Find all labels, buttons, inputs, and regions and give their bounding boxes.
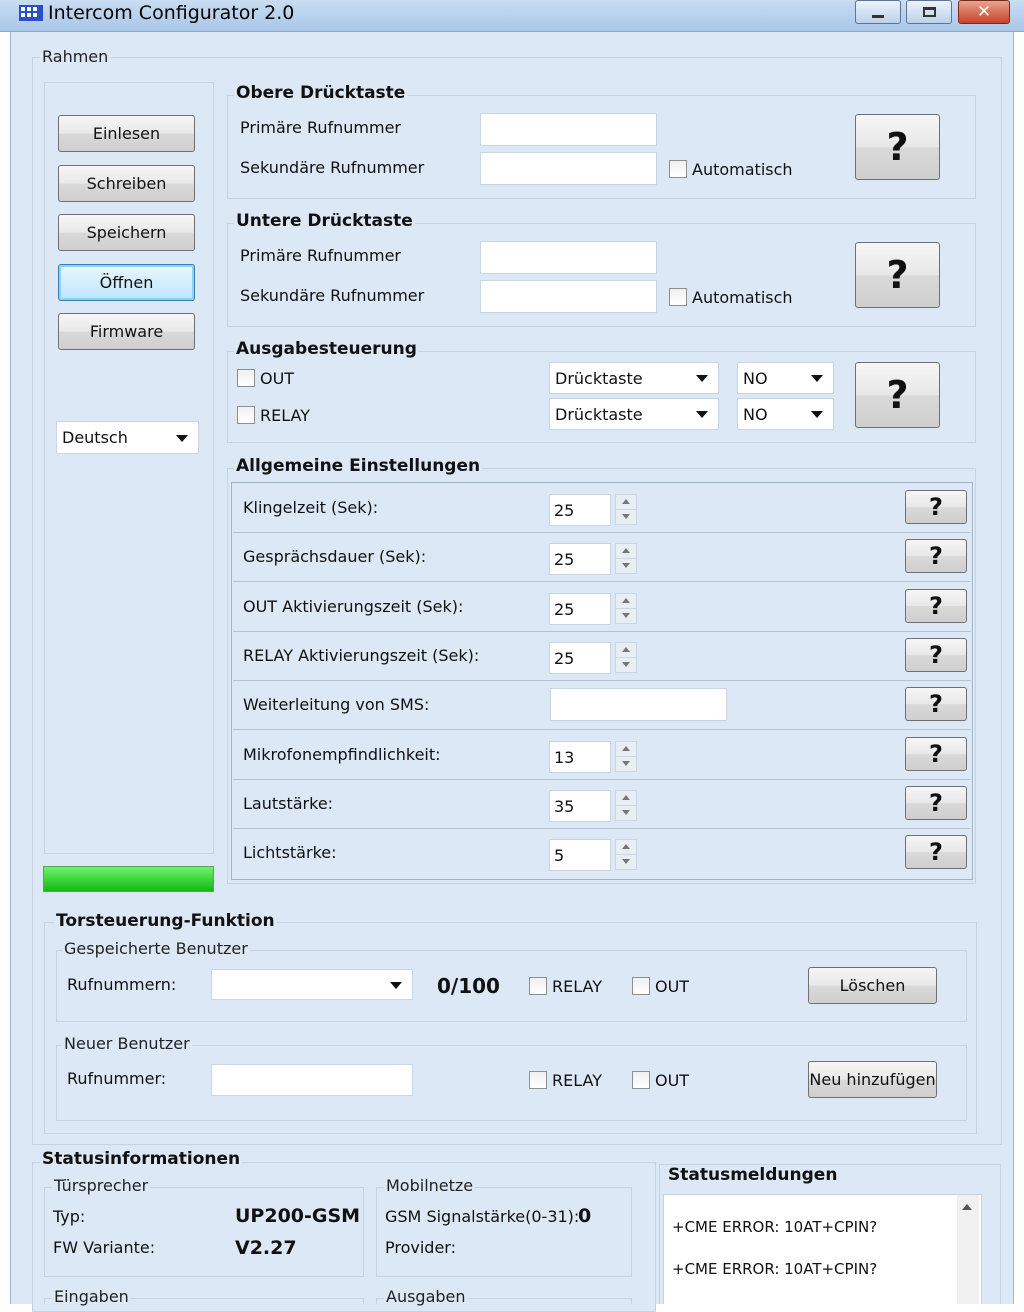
user-count: 0/100 [437,974,500,998]
spin-up-icon[interactable] [616,840,636,855]
new-relay-label: RELAY [552,1071,602,1090]
spin-down-icon[interactable] [616,658,636,673]
settings-label: Gesprächsdauer (Sek): [243,547,427,566]
fw-label: FW Variante: [53,1238,156,1257]
gate-title: Torsteuerung-Funktion [56,911,275,931]
type-label: Typ: [53,1207,86,1226]
spin-up-icon[interactable] [616,791,636,806]
frame-label: Rahmen [42,47,109,66]
sms-forward-input[interactable] [550,688,727,721]
settings-help-button[interactable]: ? [905,490,967,524]
progress-bar [43,866,214,892]
spin-buttons[interactable] [615,593,637,624]
lower-secondary-input[interactable] [480,280,657,313]
close-icon: ✕ [976,2,992,22]
chevron-down-icon [390,982,402,989]
chevron-down-icon [811,375,823,382]
chevron-down-icon [176,435,188,442]
output-help-button[interactable]: ? [855,362,940,428]
settings-help-button[interactable]: ? [905,589,967,623]
out-checkbox[interactable] [237,369,255,387]
settings-label: Klingelzeit (Sek): [243,498,379,517]
spin-buttons[interactable] [615,741,637,772]
out-mode-select[interactable] [549,362,719,394]
settings-row [233,780,971,829]
upper-button-title: Obere Drücktaste [236,83,406,103]
lower-button-title: Untere Drücktaste [236,211,413,231]
spin-buttons[interactable] [615,543,637,574]
relay-checkbox[interactable] [237,406,255,424]
settings-row [233,731,971,780]
relay-mode-select[interactable] [549,398,719,430]
upper-secondary-input[interactable] [480,152,657,185]
upper-primary-input[interactable] [480,113,657,146]
upper-secondary-label: Sekundäre Rufnummer [240,158,425,177]
title-bar[interactable] [0,0,1024,32]
spin-buttons[interactable] [615,494,637,525]
upper-primary-label: Primäre Rufnummer [240,118,401,137]
messages-list[interactable] [663,1194,982,1304]
new-number-label: Rufnummer: [67,1069,167,1088]
delete-button[interactable]: Löschen [808,967,937,1004]
settings-row [233,533,971,582]
settings-value-input[interactable]: 25 [549,543,611,575]
spin-down-icon[interactable] [616,559,636,574]
settings-help-button[interactable]: ? [905,835,967,869]
spin-down-icon[interactable] [616,855,636,870]
settings-help-button[interactable]: ? [905,737,967,771]
settings-row [233,681,971,730]
settings-row [233,583,971,632]
signal-label: GSM Signalstärke(0-31): [385,1207,580,1226]
lower-primary-input[interactable] [480,241,657,274]
saved-users-label: Gespeicherte Benutzer [64,939,248,958]
settings-row [233,632,971,681]
numbers-label: Rufnummern: [67,975,177,994]
firmware-button[interactable]: Firmware [58,313,195,350]
upper-auto-checkbox[interactable] [669,160,687,178]
settings-label: Lichtstärke: [243,843,337,862]
maximize-button[interactable] [906,0,952,24]
minimize-icon [872,15,884,18]
write-button[interactable]: Schreiben [58,165,195,202]
minimize-button[interactable] [855,0,901,24]
saved-relay-checkbox[interactable] [529,977,547,995]
settings-help-button[interactable]: ? [905,638,967,672]
spin-up-icon[interactable] [616,643,636,658]
lower-help-button[interactable]: ? [855,242,940,308]
messages-scrollbar[interactable] [957,1195,979,1304]
relay-contact-select[interactable] [737,398,834,430]
new-number-input[interactable] [211,1064,413,1096]
message-line: +CME ERROR: 10AT+CPIN? [672,1260,878,1278]
settings-row [233,484,971,533]
upper-help-button[interactable]: ? [855,114,940,180]
outputs-label: Ausgaben [386,1287,466,1306]
spin-up-icon[interactable] [616,495,636,510]
relay-contact-value: NO [743,404,768,424]
settings-value-input[interactable]: 25 [549,494,611,526]
lower-secondary-label: Sekundäre Rufnummer [240,286,425,305]
saved-relay-label: RELAY [552,977,602,996]
provider-label: Provider: [385,1238,456,1257]
spin-up-icon[interactable] [616,594,636,609]
chevron-down-icon [811,411,823,418]
new-out-label: OUT [655,1071,690,1090]
settings-value-input[interactable]: 25 [549,593,611,625]
scroll-up-icon[interactable] [962,1204,972,1210]
lower-auto-checkbox[interactable] [669,288,687,306]
lower-auto-label: Automatisch [692,288,793,307]
settings-value-input[interactable]: 5 [549,839,611,871]
settings-help-button[interactable]: ? [905,539,967,573]
settings-label: Mikrofonempfindlichkeit: [243,745,441,764]
relay-mode-value: Drücktaste [555,404,643,424]
out-contact-select[interactable] [737,362,834,394]
spin-buttons[interactable] [615,642,637,673]
open-button[interactable]: Öffnen [58,264,195,301]
upper-auto-label: Automatisch [692,160,793,179]
out-mode-value: Drücktaste [555,368,643,388]
window-title: Intercom Configurator 2.0 [48,2,295,24]
settings-help-button[interactable]: ? [905,786,967,820]
spin-down-icon[interactable] [616,757,636,772]
app-icon [18,3,44,23]
new-out-checkbox[interactable] [632,1071,650,1089]
spin-down-icon[interactable] [616,806,636,821]
settings-label: Lautstärke: [243,794,334,813]
inputs-label: Eingaben [54,1287,129,1306]
close-button[interactable] [958,0,1010,24]
new-relay-checkbox[interactable] [529,1071,547,1089]
signal-value: 0 [578,1205,592,1227]
chevron-down-icon [696,375,708,382]
add-new-button[interactable]: Neu hinzufügen [808,1061,937,1098]
settings-help-button[interactable]: ? [905,687,967,721]
door-label: Türsprecher [54,1176,149,1195]
maximize-icon [923,7,936,17]
saved-out-label: OUT [655,977,690,996]
settings-label: RELAY Aktivierungszeit (Sek): [243,646,480,665]
language-select[interactable] [56,421,199,454]
save-button[interactable]: Speichern [58,214,195,251]
out-contact-value: NO [743,368,768,388]
settings-row [233,829,971,878]
spin-up-icon[interactable] [616,742,636,757]
chevron-down-icon [696,411,708,418]
message-line: +CME ERROR: 10AT+CPIN? [672,1218,878,1236]
type-value: UP200-GSM [235,1205,361,1227]
settings-label: Weiterleitung von SMS: [243,695,430,714]
status-title: Statusinformationen [42,1149,241,1169]
spin-buttons[interactable] [615,839,637,870]
settings-value-input[interactable]: 25 [549,642,611,674]
messages-title: Statusmeldungen [668,1165,838,1185]
settings-label: OUT Aktivierungszeit (Sek): [243,597,464,616]
settings-value-input[interactable]: 35 [549,790,611,822]
spin-up-icon[interactable] [616,544,636,559]
spin-down-icon[interactable] [616,510,636,525]
mobile-group [376,1187,632,1277]
general-title: Allgemeine Einstellungen [236,456,481,476]
spin-buttons[interactable] [615,790,637,821]
new-user-label: Neuer Benutzer [64,1034,190,1053]
lower-primary-label: Primäre Rufnummer [240,246,401,265]
door-group [44,1187,364,1277]
language-value: Deutsch [62,428,128,447]
out-label: OUT [260,369,295,388]
settings-value-input[interactable]: 13 [549,741,611,773]
saved-out-checkbox[interactable] [632,977,650,995]
numbers-select[interactable] [211,969,413,1000]
fw-value: V2.27 [235,1237,297,1259]
output-title: Ausgabesteuerung [236,339,417,359]
relay-label: RELAY [260,406,310,425]
read-button[interactable]: Einlesen [58,115,195,152]
mobile-label: Mobilnetze [386,1176,474,1195]
spin-down-icon[interactable] [616,609,636,624]
